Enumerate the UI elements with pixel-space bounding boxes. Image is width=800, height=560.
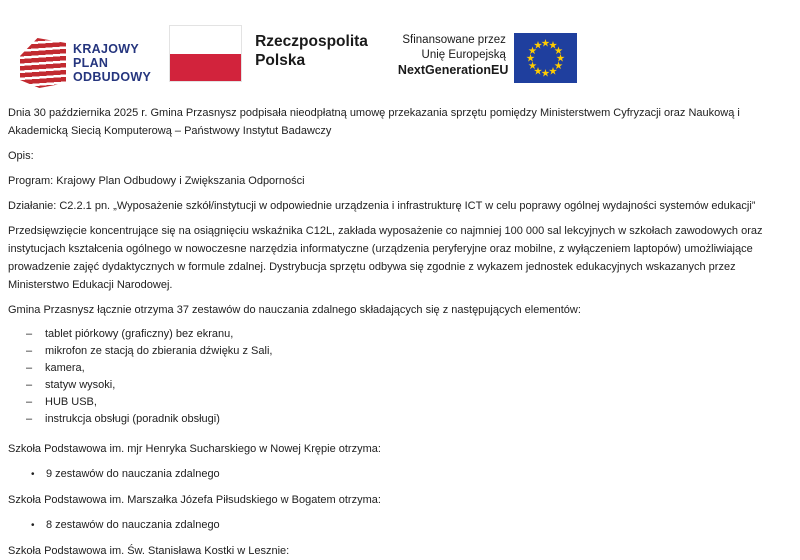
list-item-text: 9 zestawów do nauczania zdalnego — [46, 468, 220, 480]
kpo-logo-line3: ODBUDOWY — [73, 70, 152, 84]
sets-intro: Gmina Przasnysz łącznie otrzyma 37 zestawów do nauczania zdalnego składających się z następujących elementów: — [8, 304, 581, 316]
dash-marker: – — [26, 396, 33, 408]
kpo-logo-text — [73, 42, 151, 84]
list-item — [8, 377, 792, 394]
list-item — [8, 411, 792, 428]
list-item — [8, 343, 792, 360]
dzialanie-line: Działanie: C2.2.1 pn. „Wyposażenie szkół/instytucji w odpowiednie urządzenia i infrastrukturę ICT w celu poprawy ogólnej wydajności systemów edukacji” — [8, 200, 756, 212]
list-item-text: tablet piórkowy (graficzny) bez ekranu, — [45, 328, 234, 340]
list-item — [8, 466, 792, 483]
poland-wordmark-line1: Rzeczpospolita — [255, 33, 368, 50]
list-item-text: 8 zestawów do nauczania zdalnego — [46, 519, 220, 531]
poland-wordmark-line2: Polska — [255, 52, 306, 69]
dash-marker: – — [26, 379, 33, 391]
list-item-text: mikrofon ze stacją do zbierania dźwięku z Sali, — [45, 345, 273, 357]
dash-marker: – — [26, 328, 33, 340]
kpo-logo — [20, 38, 151, 88]
eu-funding-line2: Unię Europejską — [421, 49, 506, 61]
dash-marker: – — [26, 362, 33, 374]
kit-items-list — [8, 326, 792, 428]
list-item-text: kamera, — [45, 362, 85, 374]
school-heading: Szkoła Podstawowa im. Marszałka Józefa Piłsudskiego w Bogatem otrzyma: — [8, 494, 381, 506]
eu-funding-text — [397, 33, 509, 78]
bullet-marker: • — [31, 469, 35, 480]
school-heading: Szkoła Podstawowa im. Św. Stanisława Kostki w Lesznie: — [8, 545, 290, 557]
eu-flag-icon — [514, 33, 577, 83]
kpo-logo-line1: KRAJOWY — [73, 42, 139, 56]
list-item — [8, 326, 792, 343]
project-description: Przedsięwzięcie koncentrujące się na osiągnięciu wskaźnika C12L, zakłada wyposażenie co najmniej 100 000 sal lekcyjnych w szkołach zawodowych oraz instytucjach kształcenia ogólnego w nowoczesne narzędzia informatyczne (urządzenia peryferyjne oraz mobilne, z wyłączeniem laptopów) umożliwiające prowadzenie zajęć dydaktycznych w formule zdalnej. Dystrybucja sprzętu odbywa się zgodnie z wykazem jednostek edukacyjnych wskazanych przez Ministerstwo Edukacji Narodowej. — [8, 225, 763, 291]
eu-funding-block — [398, 33, 577, 83]
schools-section — [8, 440, 792, 560]
kpo-logo-line2: PLAN — [73, 56, 109, 70]
opis-label: Opis: — [8, 150, 34, 162]
logo-header — [0, 0, 800, 100]
eu-funding-line1: Sfinansowane przez — [402, 34, 506, 46]
poland-flag-icon — [169, 25, 242, 82]
poland-flag-red-stripe — [170, 54, 241, 82]
school-allocation-list — [8, 466, 792, 483]
poland-wordmark — [255, 32, 368, 70]
list-item-text: statyw wysoki, — [45, 379, 116, 391]
dash-marker: – — [26, 413, 33, 425]
list-item — [8, 360, 792, 377]
list-item — [8, 394, 792, 411]
kpo-building-icon — [20, 38, 66, 88]
program-line: Program: Krajowy Plan Odbudowy i Zwiększania Odporności — [8, 175, 305, 187]
list-item — [8, 517, 792, 534]
eu-funding-line3: NextGenerationEU — [397, 63, 509, 77]
poland-flag-white-stripe — [170, 26, 241, 54]
bullet-marker: • — [31, 520, 35, 531]
dash-marker: – — [26, 345, 33, 357]
school-allocation-list — [8, 517, 792, 534]
document-body — [0, 100, 800, 560]
school-heading: Szkoła Podstawowa im. mjr Henryka Sucharskiego w Nowej Krępie otrzyma: — [8, 443, 381, 455]
intro-paragraph: Dnia 30 października 2025 r. Gmina Przasnysz podpisała nieodpłatną umowę przekazania sprzętu pomiędzy Ministerstwem Cyfryzacji oraz Naukową i Akademicką Siecią Komputerową – Państwowy Instytut Badawczy — [8, 107, 740, 137]
list-item-text: instrukcja obsługi (poradnik obsługi) — [45, 413, 220, 425]
list-item-text: HUB USB, — [45, 396, 97, 408]
